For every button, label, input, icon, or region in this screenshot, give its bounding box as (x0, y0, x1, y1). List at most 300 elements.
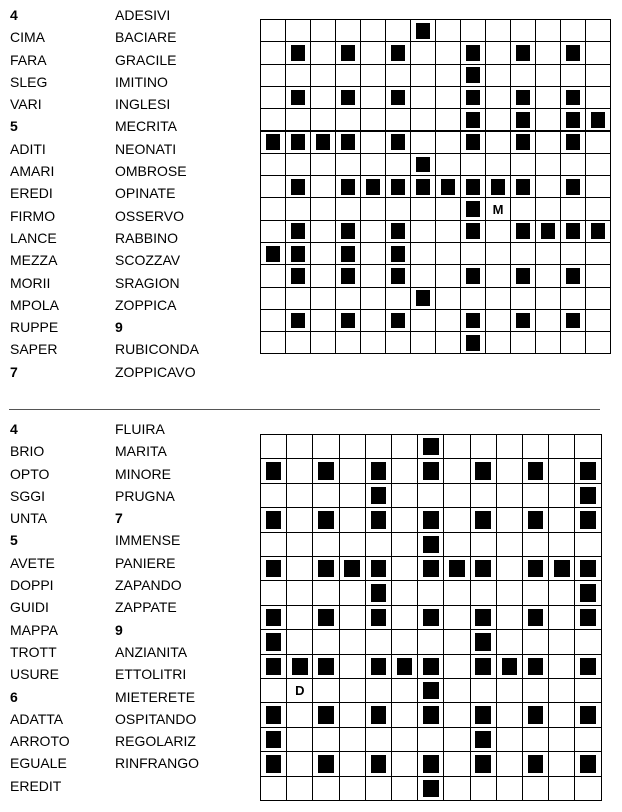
empty-cell[interactable] (260, 434, 287, 459)
empty-cell[interactable] (443, 483, 470, 508)
black-cell[interactable] (285, 86, 311, 109)
empty-cell[interactable] (417, 629, 444, 654)
black-cell[interactable] (560, 86, 586, 109)
empty-cell[interactable] (585, 309, 611, 332)
empty-cell[interactable] (496, 776, 523, 801)
empty-cell[interactable] (548, 580, 575, 605)
black-cell[interactable] (560, 175, 586, 198)
black-cell[interactable] (335, 131, 361, 154)
black-cell[interactable] (365, 654, 392, 679)
empty-cell[interactable] (286, 507, 313, 532)
black-cell[interactable] (417, 654, 444, 679)
empty-cell[interactable] (435, 131, 461, 154)
black-cell[interactable] (443, 556, 470, 581)
empty-cell[interactable] (286, 532, 313, 557)
black-cell[interactable] (574, 556, 601, 581)
black-cell[interactable] (385, 220, 411, 243)
empty-cell[interactable] (510, 197, 536, 220)
empty-cell[interactable] (365, 727, 392, 752)
black-cell[interactable] (460, 64, 486, 87)
black-cell[interactable] (510, 220, 536, 243)
empty-cell[interactable] (535, 309, 561, 332)
empty-cell[interactable] (260, 776, 287, 801)
empty-cell[interactable] (417, 580, 444, 605)
empty-cell[interactable] (485, 153, 511, 176)
empty-cell[interactable] (312, 483, 339, 508)
black-cell[interactable] (460, 86, 486, 109)
empty-cell[interactable] (339, 434, 366, 459)
empty-cell[interactable] (335, 64, 361, 87)
empty-cell[interactable] (310, 108, 336, 131)
empty-cell[interactable] (443, 751, 470, 776)
empty-cell[interactable] (535, 64, 561, 87)
empty-cell[interactable] (285, 19, 311, 42)
empty-cell[interactable] (312, 678, 339, 703)
empty-cell[interactable] (470, 776, 497, 801)
empty-cell[interactable] (310, 64, 336, 87)
black-cell[interactable] (417, 702, 444, 727)
black-cell[interactable] (365, 556, 392, 581)
empty-cell[interactable] (285, 64, 311, 87)
black-cell[interactable] (560, 309, 586, 332)
empty-cell[interactable] (535, 264, 561, 287)
empty-cell[interactable] (522, 727, 549, 752)
empty-cell[interactable] (260, 175, 286, 198)
black-cell[interactable] (385, 175, 411, 198)
empty-cell[interactable] (360, 287, 386, 310)
empty-cell[interactable] (510, 331, 536, 354)
empty-cell[interactable] (560, 331, 586, 354)
black-cell[interactable] (585, 220, 611, 243)
empty-cell[interactable] (286, 458, 313, 483)
black-cell[interactable] (510, 41, 536, 64)
empty-cell[interactable] (548, 751, 575, 776)
empty-cell[interactable] (574, 434, 601, 459)
empty-cell[interactable] (548, 727, 575, 752)
empty-cell[interactable] (443, 727, 470, 752)
empty-cell[interactable] (496, 434, 523, 459)
empty-cell[interactable] (385, 331, 411, 354)
empty-cell[interactable] (485, 242, 511, 265)
empty-cell[interactable] (485, 287, 511, 310)
empty-cell[interactable] (435, 264, 461, 287)
black-cell[interactable] (470, 727, 497, 752)
empty-cell[interactable] (391, 702, 418, 727)
empty-cell[interactable] (391, 751, 418, 776)
black-cell[interactable] (560, 131, 586, 154)
black-cell[interactable] (312, 702, 339, 727)
empty-cell[interactable] (360, 153, 386, 176)
empty-cell[interactable] (585, 175, 611, 198)
empty-cell[interactable] (443, 507, 470, 532)
empty-cell[interactable] (522, 776, 549, 801)
empty-cell[interactable] (535, 131, 561, 154)
black-cell[interactable] (574, 580, 601, 605)
empty-cell[interactable] (574, 532, 601, 557)
black-cell[interactable] (285, 41, 311, 64)
black-cell[interactable] (410, 287, 436, 310)
empty-cell[interactable] (435, 197, 461, 220)
empty-cell[interactable] (391, 483, 418, 508)
black-cell[interactable] (385, 264, 411, 287)
empty-cell[interactable] (360, 309, 386, 332)
empty-cell[interactable] (510, 19, 536, 42)
empty-cell[interactable] (385, 64, 411, 87)
empty-cell[interactable] (560, 153, 586, 176)
black-cell[interactable] (485, 175, 511, 198)
empty-cell[interactable] (460, 287, 486, 310)
empty-cell[interactable] (470, 483, 497, 508)
black-cell[interactable] (417, 605, 444, 630)
empty-cell[interactable] (391, 727, 418, 752)
empty-cell[interactable] (312, 580, 339, 605)
empty-cell[interactable] (585, 197, 611, 220)
black-cell[interactable] (548, 556, 575, 581)
black-cell[interactable] (470, 654, 497, 679)
black-cell[interactable] (417, 678, 444, 703)
empty-cell[interactable] (310, 309, 336, 332)
empty-cell[interactable] (535, 153, 561, 176)
empty-cell[interactable] (385, 153, 411, 176)
empty-cell[interactable] (385, 197, 411, 220)
empty-cell[interactable] (585, 331, 611, 354)
empty-cell[interactable] (548, 434, 575, 459)
black-cell[interactable] (312, 556, 339, 581)
black-cell[interactable] (460, 197, 486, 220)
empty-cell[interactable] (548, 654, 575, 679)
empty-cell[interactable] (365, 776, 392, 801)
black-cell[interactable] (335, 220, 361, 243)
black-cell[interactable] (510, 175, 536, 198)
empty-cell[interactable] (535, 108, 561, 131)
empty-cell[interactable] (410, 309, 436, 332)
empty-cell[interactable] (360, 242, 386, 265)
empty-cell[interactable] (260, 41, 286, 64)
black-cell[interactable] (417, 507, 444, 532)
black-cell[interactable] (365, 507, 392, 532)
black-cell[interactable] (410, 175, 436, 198)
black-cell[interactable] (510, 108, 536, 131)
empty-cell[interactable] (339, 654, 366, 679)
black-cell[interactable] (260, 629, 287, 654)
black-cell[interactable] (312, 654, 339, 679)
black-cell[interactable] (535, 220, 561, 243)
black-cell[interactable] (560, 264, 586, 287)
black-cell[interactable] (574, 702, 601, 727)
black-cell[interactable] (260, 131, 286, 154)
black-cell[interactable] (460, 264, 486, 287)
empty-cell[interactable] (560, 19, 586, 42)
empty-cell[interactable] (339, 507, 366, 532)
empty-cell[interactable] (339, 776, 366, 801)
empty-cell[interactable] (522, 532, 549, 557)
empty-cell[interactable] (260, 197, 286, 220)
empty-cell[interactable] (548, 532, 575, 557)
empty-cell[interactable] (417, 727, 444, 752)
black-cell[interactable] (460, 41, 486, 64)
empty-cell[interactable] (286, 629, 313, 654)
empty-cell[interactable] (574, 629, 601, 654)
empty-cell[interactable] (535, 19, 561, 42)
empty-cell[interactable] (360, 220, 386, 243)
empty-cell[interactable] (260, 678, 287, 703)
black-cell[interactable] (585, 108, 611, 131)
empty-cell[interactable] (260, 331, 286, 354)
empty-cell[interactable] (391, 629, 418, 654)
empty-cell[interactable] (574, 727, 601, 752)
empty-cell[interactable] (385, 287, 411, 310)
empty-cell[interactable] (285, 108, 311, 131)
black-cell[interactable] (260, 605, 287, 630)
black-cell[interactable] (435, 175, 461, 198)
empty-cell[interactable] (286, 605, 313, 630)
black-cell[interactable] (574, 483, 601, 508)
empty-cell[interactable] (312, 776, 339, 801)
empty-cell[interactable] (391, 507, 418, 532)
empty-cell[interactable] (410, 41, 436, 64)
empty-cell[interactable] (535, 287, 561, 310)
black-cell[interactable] (260, 458, 287, 483)
empty-cell[interactable] (365, 629, 392, 654)
empty-cell[interactable] (496, 605, 523, 630)
empty-cell[interactable] (339, 727, 366, 752)
empty-cell[interactable] (260, 532, 287, 557)
black-cell[interactable] (522, 751, 549, 776)
empty-cell[interactable] (260, 153, 286, 176)
empty-cell[interactable] (585, 131, 611, 154)
empty-cell[interactable] (548, 678, 575, 703)
empty-cell[interactable] (522, 483, 549, 508)
empty-cell[interactable] (286, 751, 313, 776)
black-cell[interactable] (260, 556, 287, 581)
empty-cell[interactable] (286, 483, 313, 508)
empty-cell[interactable] (391, 556, 418, 581)
empty-cell[interactable] (310, 86, 336, 109)
empty-cell[interactable] (470, 678, 497, 703)
empty-cell[interactable] (585, 287, 611, 310)
empty-cell[interactable] (485, 108, 511, 131)
letter-cell[interactable] (485, 197, 511, 220)
empty-cell[interactable] (360, 64, 386, 87)
empty-cell[interactable] (410, 131, 436, 154)
black-cell[interactable] (417, 556, 444, 581)
black-cell[interactable] (522, 605, 549, 630)
empty-cell[interactable] (335, 19, 361, 42)
black-cell[interactable] (460, 309, 486, 332)
black-cell[interactable] (574, 458, 601, 483)
black-cell[interactable] (522, 556, 549, 581)
empty-cell[interactable] (496, 702, 523, 727)
empty-cell[interactable] (335, 153, 361, 176)
black-cell[interactable] (470, 751, 497, 776)
empty-cell[interactable] (310, 153, 336, 176)
empty-cell[interactable] (339, 580, 366, 605)
empty-cell[interactable] (548, 702, 575, 727)
black-cell[interactable] (385, 41, 411, 64)
black-cell[interactable] (385, 86, 411, 109)
black-cell[interactable] (560, 41, 586, 64)
empty-cell[interactable] (310, 242, 336, 265)
empty-cell[interactable] (391, 532, 418, 557)
black-cell[interactable] (285, 175, 311, 198)
black-cell[interactable] (286, 654, 313, 679)
empty-cell[interactable] (285, 153, 311, 176)
black-cell[interactable] (417, 434, 444, 459)
black-cell[interactable] (285, 264, 311, 287)
black-cell[interactable] (285, 220, 311, 243)
empty-cell[interactable] (510, 287, 536, 310)
black-cell[interactable] (260, 242, 286, 265)
empty-cell[interactable] (335, 287, 361, 310)
empty-cell[interactable] (485, 220, 511, 243)
empty-cell[interactable] (470, 532, 497, 557)
black-cell[interactable] (574, 605, 601, 630)
black-cell[interactable] (260, 507, 287, 532)
empty-cell[interactable] (360, 19, 386, 42)
empty-cell[interactable] (585, 19, 611, 42)
black-cell[interactable] (365, 483, 392, 508)
black-cell[interactable] (522, 654, 549, 679)
empty-cell[interactable] (260, 108, 286, 131)
empty-cell[interactable] (391, 580, 418, 605)
empty-cell[interactable] (485, 331, 511, 354)
empty-cell[interactable] (485, 86, 511, 109)
black-cell[interactable] (417, 532, 444, 557)
empty-cell[interactable] (443, 678, 470, 703)
empty-cell[interactable] (485, 264, 511, 287)
black-cell[interactable] (360, 175, 386, 198)
empty-cell[interactable] (574, 776, 601, 801)
black-cell[interactable] (417, 458, 444, 483)
empty-cell[interactable] (443, 702, 470, 727)
empty-cell[interactable] (310, 41, 336, 64)
black-cell[interactable] (510, 309, 536, 332)
black-cell[interactable] (365, 702, 392, 727)
black-cell[interactable] (417, 751, 444, 776)
black-cell[interactable] (335, 242, 361, 265)
empty-cell[interactable] (535, 197, 561, 220)
empty-cell[interactable] (443, 776, 470, 801)
empty-cell[interactable] (435, 153, 461, 176)
empty-cell[interactable] (410, 108, 436, 131)
black-cell[interactable] (470, 629, 497, 654)
black-cell[interactable] (574, 654, 601, 679)
empty-cell[interactable] (286, 727, 313, 752)
empty-cell[interactable] (260, 264, 286, 287)
black-cell[interactable] (285, 309, 311, 332)
empty-cell[interactable] (496, 556, 523, 581)
black-cell[interactable] (410, 153, 436, 176)
empty-cell[interactable] (391, 678, 418, 703)
empty-cell[interactable] (260, 220, 286, 243)
black-cell[interactable] (574, 507, 601, 532)
empty-cell[interactable] (391, 458, 418, 483)
black-cell[interactable] (312, 751, 339, 776)
black-cell[interactable] (510, 131, 536, 154)
empty-cell[interactable] (365, 434, 392, 459)
empty-cell[interactable] (312, 727, 339, 752)
empty-cell[interactable] (496, 727, 523, 752)
empty-cell[interactable] (260, 483, 287, 508)
empty-cell[interactable] (548, 605, 575, 630)
empty-cell[interactable] (339, 629, 366, 654)
empty-cell[interactable] (260, 86, 286, 109)
empty-cell[interactable] (391, 776, 418, 801)
empty-cell[interactable] (391, 605, 418, 630)
empty-cell[interactable] (560, 287, 586, 310)
empty-cell[interactable] (535, 86, 561, 109)
empty-cell[interactable] (522, 434, 549, 459)
empty-cell[interactable] (435, 108, 461, 131)
black-cell[interactable] (335, 309, 361, 332)
empty-cell[interactable] (535, 331, 561, 354)
empty-cell[interactable] (339, 702, 366, 727)
black-cell[interactable] (365, 580, 392, 605)
empty-cell[interactable] (496, 532, 523, 557)
empty-cell[interactable] (496, 678, 523, 703)
empty-cell[interactable] (360, 131, 386, 154)
empty-cell[interactable] (510, 64, 536, 87)
empty-cell[interactable] (286, 776, 313, 801)
empty-cell[interactable] (260, 309, 286, 332)
empty-cell[interactable] (585, 86, 611, 109)
black-cell[interactable] (417, 776, 444, 801)
black-cell[interactable] (560, 108, 586, 131)
empty-cell[interactable] (548, 776, 575, 801)
black-cell[interactable] (522, 702, 549, 727)
empty-cell[interactable] (443, 629, 470, 654)
empty-cell[interactable] (360, 41, 386, 64)
black-cell[interactable] (335, 264, 361, 287)
black-cell[interactable] (312, 605, 339, 630)
empty-cell[interactable] (260, 580, 287, 605)
black-cell[interactable] (335, 86, 361, 109)
black-cell[interactable] (470, 556, 497, 581)
empty-cell[interactable] (574, 678, 601, 703)
empty-cell[interactable] (548, 458, 575, 483)
empty-cell[interactable] (410, 220, 436, 243)
empty-cell[interactable] (410, 64, 436, 87)
black-cell[interactable] (260, 654, 287, 679)
empty-cell[interactable] (410, 331, 436, 354)
black-cell[interactable] (470, 605, 497, 630)
empty-cell[interactable] (260, 64, 286, 87)
empty-cell[interactable] (443, 654, 470, 679)
black-cell[interactable] (285, 242, 311, 265)
empty-cell[interactable] (312, 532, 339, 557)
black-cell[interactable] (496, 654, 523, 679)
empty-cell[interactable] (485, 309, 511, 332)
black-cell[interactable] (335, 175, 361, 198)
black-cell[interactable] (460, 175, 486, 198)
empty-cell[interactable] (585, 242, 611, 265)
empty-cell[interactable] (286, 556, 313, 581)
empty-cell[interactable] (285, 331, 311, 354)
empty-cell[interactable] (485, 64, 511, 87)
black-cell[interactable] (260, 727, 287, 752)
black-cell[interactable] (510, 86, 536, 109)
empty-cell[interactable] (535, 175, 561, 198)
empty-cell[interactable] (385, 108, 411, 131)
black-cell[interactable] (385, 242, 411, 265)
empty-cell[interactable] (435, 309, 461, 332)
empty-cell[interactable] (285, 197, 311, 220)
empty-cell[interactable] (435, 242, 461, 265)
empty-cell[interactable] (286, 434, 313, 459)
empty-cell[interactable] (335, 197, 361, 220)
empty-cell[interactable] (310, 175, 336, 198)
empty-cell[interactable] (360, 197, 386, 220)
